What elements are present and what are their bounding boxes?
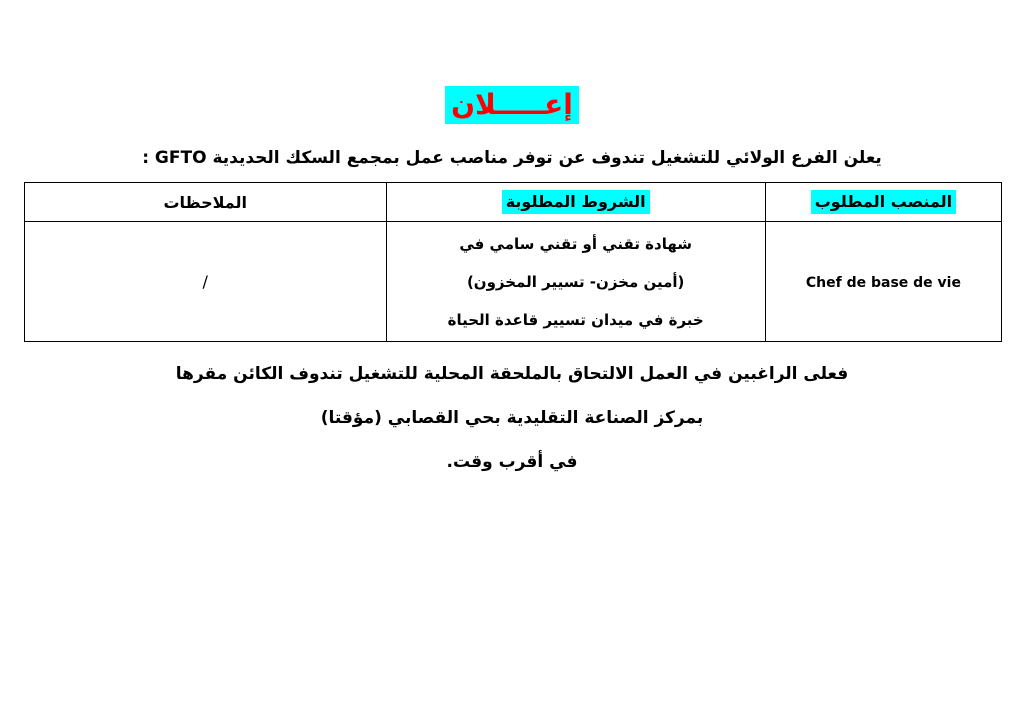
footer-line-2: بمركز الصناعة التقليدية بحي القصابي (مؤقتا) <box>320 408 704 428</box>
cell-conditions <box>386 222 765 342</box>
cell-position <box>765 222 1001 342</box>
condition-line: (أمين مخزن- تسيير المخزون) <box>466 272 685 291</box>
header-position-label: المنصب المطلوب <box>811 190 956 214</box>
table-header-row <box>25 183 1002 222</box>
header-position <box>765 183 1001 222</box>
header-notes <box>25 183 387 222</box>
table-row <box>25 222 1002 342</box>
jobs-table <box>24 182 1002 342</box>
announcement-title: إعـــــلان <box>445 86 579 124</box>
footer-text <box>0 352 1024 484</box>
header-notes-label: الملاحظات <box>163 192 248 212</box>
cell-notes <box>25 222 387 342</box>
header-conditions-label: الشروط المطلوبة <box>502 190 650 214</box>
notes-value: / <box>202 272 208 291</box>
header-conditions <box>386 183 765 222</box>
condition-line: شهادة تقني أو تقني سامي في <box>459 234 693 253</box>
position-value: Chef de base de vie <box>805 274 961 291</box>
footer-line-3: في أقرب وقت. <box>446 452 578 472</box>
title-container <box>0 86 1024 124</box>
condition-line: خبرة في ميدان تسيير قاعدة الحياة <box>447 310 704 329</box>
intro-text: يعلن الفرع الولائي للتشغيل تندوف عن توفر مناصب عمل بمجمع السكك الحديدية GFTO : <box>142 148 882 168</box>
footer-line-1: فعلى الراغبين في العمل الالتحاق بالملحقة المحلية للتشغيل تندوف الكائن مقرها <box>175 364 849 384</box>
